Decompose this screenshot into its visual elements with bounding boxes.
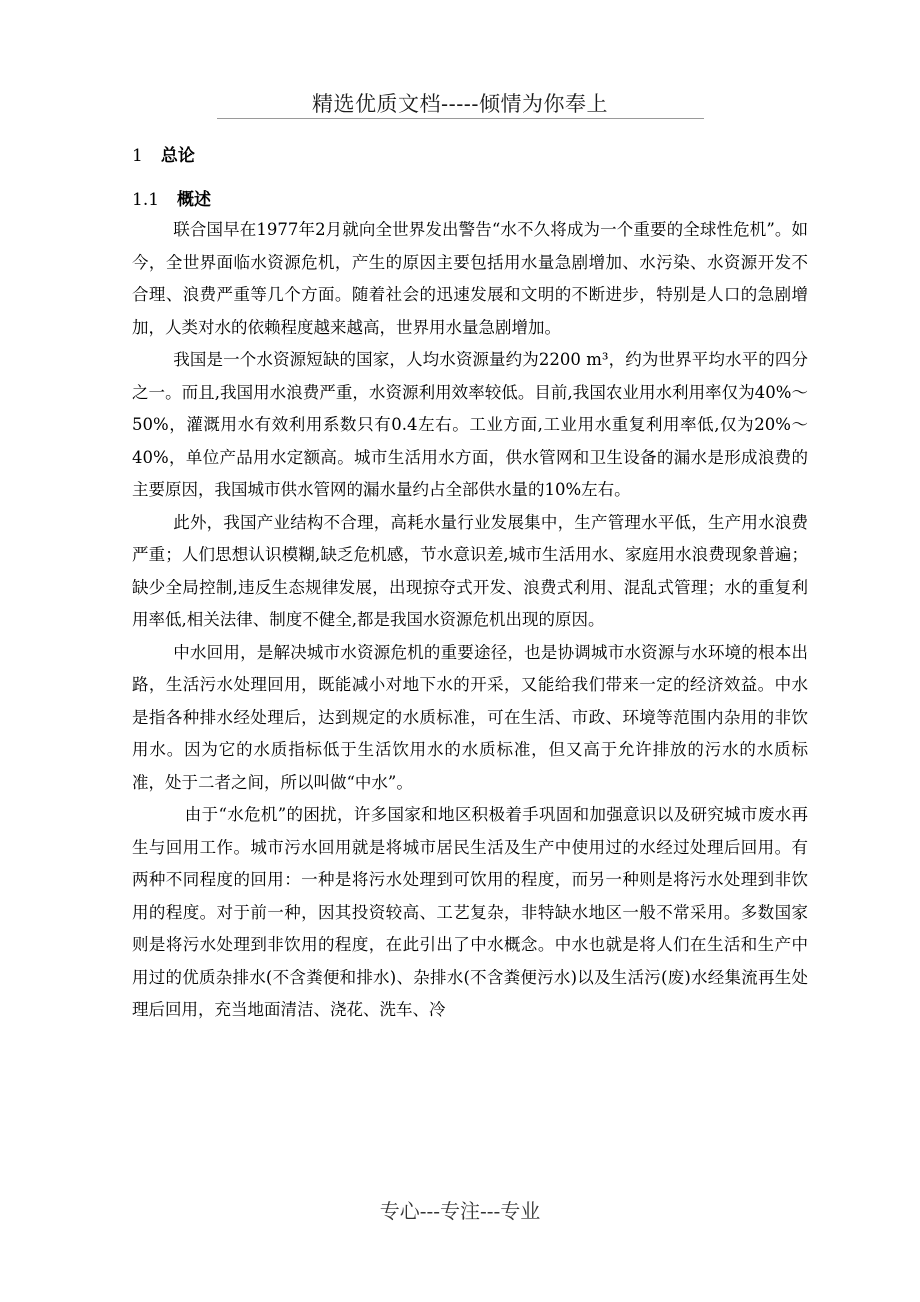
section-number: 1	[132, 146, 143, 166]
section-heading-1-1	[132, 185, 211, 210]
paragraph-1: 联合国早在1977年2月就向全世界发出警告“水不久将成为一个重要的全球性危机”。如今，全世界面临水资源危机，产生的原因主要包括用水量急剧增加、水污染、水资源开发不合理、浪费严重等几个方面。随着社会的迅速发展和文明的不断进步，特别是人口的急剧增加，人类对水的依赖程度越来越高，世界用水量急剧增加。	[132, 220, 808, 337]
page-footer: 专心---专注---专业	[379, 1199, 541, 1223]
subsection-number: 1.1	[132, 190, 160, 210]
paragraph-2: 我国是一个水资源短缺的国家，人均水资源量约为2200 m³，约为世界平均水平的四分之一。而且,我国用水浪费严重，水资源利用效率较低。目前,我国农业用水利用率仅为40%～50%，灌溉用水有效利用系数只有0.4左右。工业方面,工业用水重复利用率低,仅为20%～40%，单位产品用水定额高。城市生活用水方面，供水管网和卫生设备的漏水是形成浪费的主要原因，我国城市供水管网的漏水量约占全部供水量的10%左右。	[132, 350, 808, 499]
paragraph-3: 此外，我国产业结构不合理，高耗水量行业发展集中，生产管理水平低，生产用水浪费严重；人们思想认识模糊,缺乏危机感，节水意识差,城市生活用水、家庭用水浪费现象普遍；缺少全局控制,违反生态规律发展，出现掠夺式开发、浪费式利用、混乱式管理；水的重复利用率低,相关法律、制度不健全,都是我国水资源危机出现的原因。	[132, 512, 808, 629]
subsection-title: 概述	[177, 190, 212, 210]
section-heading-1	[132, 141, 195, 166]
section-title: 总论	[160, 146, 195, 166]
paragraph-4: 中水回用，是解决城市水资源危机的重要途径，也是协调城市水资源与水环境的根本出路，生活污水处理回用，既能减小对地下水的开采，又能给我们带来一定的经济效益。中水是指各种排水经处理后，达到规定的水质标准，可在生活、市政、环境等范围内杂用的非饮用水。因为它的水质指标低于生活饮用水的水质标准，但又高于允许排放的污水的水质标准，处于二者之间，所以叫做“中水”。	[132, 642, 808, 792]
paragraph-5: 由于“水危机”的困扰，许多国家和地区积极着手巩固和加强意识以及研究城市废水再生与回用工作。城市污水回用就是将城市居民生活及生产中使用过的水经过处理后回用。有两种不同程度的回用：一种是将污水处理到可饮用的程度，而另一种则是将污水处理到非饮用的程度。对于前一种，因其投资较高、工艺复杂，非特缺水地区一般不常采用。多数国家则是将污水处理到非饮用的程度，在此引出了中水概念。中水也就是将人们在生活和生产中用过的优质杂排水(不含粪便和排水)、杂排水(不含粪便污水)以及生活污(废)水经集流再生处理后回用，充当地面清洁、浇花、洗车、冷	[132, 805, 808, 1019]
header-divider	[217, 118, 704, 119]
page-header-title: 精选优质文档-----倾情为你奉上	[312, 92, 608, 116]
body-text	[132, 214, 808, 1027]
